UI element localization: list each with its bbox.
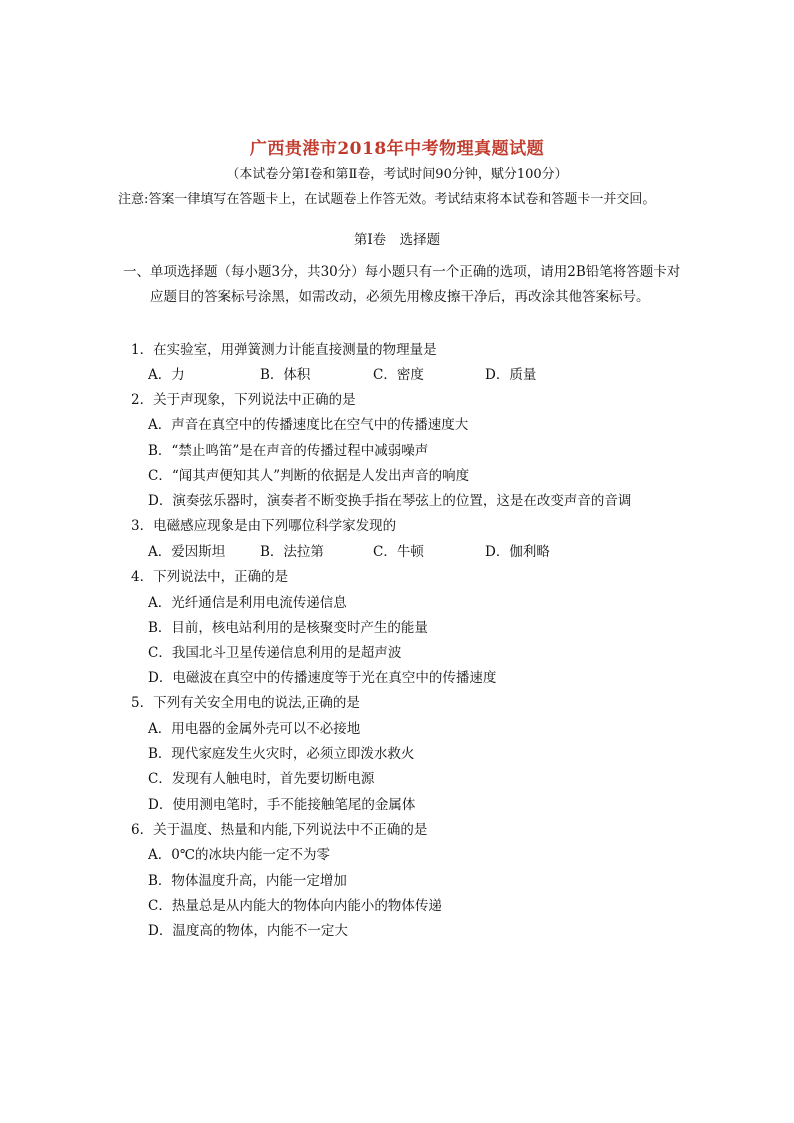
option: D．电磁波在真空中的传播速度等于光在真空中的传播速度: [148, 670, 497, 686]
question-options: [148, 540, 668, 560]
option: D．使用测电笔时，手不能接触笔尾的金属体: [148, 797, 416, 813]
option: B．现代家庭发生火灾时，必须立即泼水救火: [148, 746, 415, 762]
option: D．演奏弦乐器时，演奏者不断变换手指在琴弦上的位置，这是在改变声音的音调: [148, 493, 632, 509]
option: A．0℃的冰块内能一定不为零: [148, 847, 330, 863]
option: D．伽利略: [485, 544, 550, 560]
option: B．物体温度升高，内能一定增加: [148, 873, 347, 889]
question-stem: 5．下列有关安全用电的说法,正确的是: [131, 695, 360, 711]
question-stem: 3．电磁感应现象是由下列哪位科学家发现的: [131, 518, 397, 534]
option: A．力: [148, 367, 185, 383]
question-stem: 1．在实验室，用弹簧测力计能直接测量的物理量是: [131, 342, 437, 358]
section-heading: 第Ⅰ卷 选择题: [353, 232, 441, 248]
option: B．“禁止鸣笛”是在声音的传播过程中减弱噪声: [148, 443, 429, 459]
option: D．温度高的物体，内能不一定大: [148, 923, 348, 939]
option: B．体积: [260, 367, 311, 383]
option: B．目前，核电站利用的是核聚变时产生的能量: [148, 620, 428, 636]
option: C．牛顿: [373, 544, 424, 560]
instruction-number: 一、: [123, 264, 150, 280]
exam-note: 注意:答案一律填写在答题卡上，在试题卷上作答无效。考试结束将本试卷和答题卡一并交回。: [118, 192, 656, 207]
option: C．密度: [373, 367, 424, 383]
question-stem: 6．关于温度、热量和内能,下列说法中不正确的是: [131, 822, 428, 838]
option: C．发现有人触电时，首先要切断电源: [148, 771, 375, 787]
instruction-text: 单项选择题（每小题3分，共30分）每小题只有一个正确的选项，请用2B铅笔将答题卡对应题目的答案标号涂黑，如需改动，必须先用橡皮擦干净后，再改涂其他答案标号。: [150, 264, 681, 305]
option: A．用电器的金属外壳可以不必接地: [148, 721, 361, 737]
option: A．光纤通信是利用电流传递信息: [148, 595, 347, 611]
option: D．质量: [485, 367, 537, 383]
option: A．爱因斯坦: [148, 544, 226, 560]
option: C．“闻其声便知其人”判断的依据是人发出声音的响度: [148, 468, 470, 484]
exam-title: 广西贵港市2018年中考物理真题试题: [249, 139, 545, 159]
option: A．声音在真空中的传播速度比在空气中的传播速度大: [148, 417, 469, 433]
question-stem: 4．下列说法中，正确的是: [131, 569, 289, 585]
exam-subtitle: （本试卷分第Ⅰ卷和第Ⅱ卷，考试时间90分钟，赋分100分）: [226, 167, 568, 182]
question-stem: 2．关于声现象，下列说法中正确的是: [131, 392, 356, 408]
option: B．法拉第: [260, 544, 324, 560]
question-options: [148, 363, 668, 383]
option: C．我国北斗卫星传递信息利用的是超声波: [148, 645, 402, 661]
option: C．热量总是从内能大的物体向内能小的物体传递: [148, 898, 442, 914]
section-instruction: [123, 260, 683, 310]
